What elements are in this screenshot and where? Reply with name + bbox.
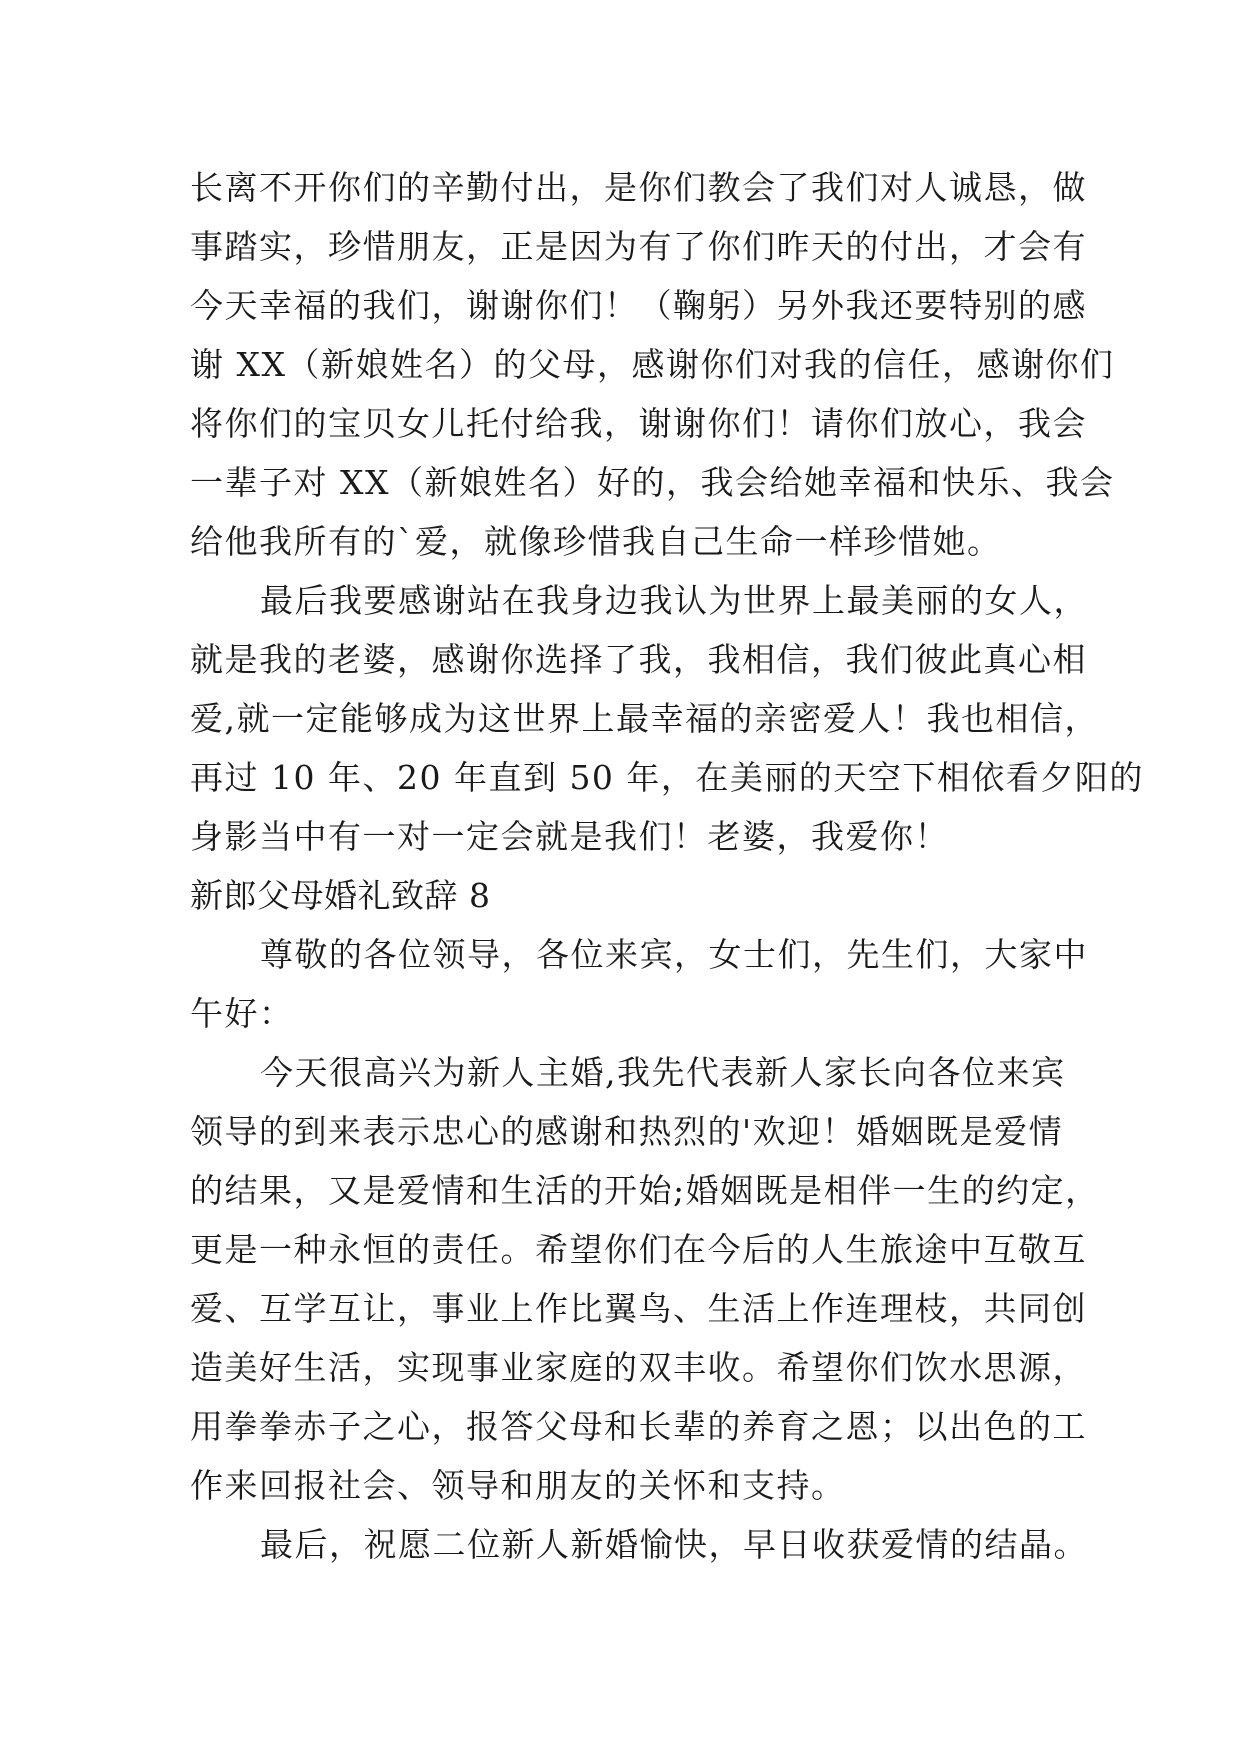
paragraph-1	[190, 158, 1115, 571]
text-line: 更是一种永恒的责任。希望你们在今后的人生旅途中互敬互	[190, 1230, 1087, 1269]
text-line: 尊敬的各位领导，各位来宾，女士们，先生们，大家中	[260, 935, 1088, 974]
text-line: 爱、互学互让，事业上作比翼鸟、生活上作连理枝，共同创	[190, 1289, 1087, 1328]
text-line: 身影当中有一对一定会就是我们！老婆，我爱你！	[190, 817, 949, 856]
text-line: 用拳拳赤子之心，报答父母和长辈的养育之恩；以出色的工	[190, 1407, 1087, 1446]
text-line: 将你们的宝贝女儿托付给我，谢谢你们！请你们放心，我会	[190, 404, 1087, 443]
paragraph-2	[190, 571, 1144, 866]
text-line: 作来回报社会、领导和朋友的关怀和支持。	[190, 1466, 846, 1505]
text-line: 领导的到来表示忠心的感谢和热烈的'欢迎！婚姻既是爱情	[190, 1112, 1064, 1151]
text-line: 的结果，又是爱情和生活的开始;婚姻既是相伴一生的约定，	[190, 1171, 1100, 1210]
text-line: 再过 10 年、20 年直到 50 年，在美丽的天空下相依看夕阳的	[190, 758, 1144, 797]
text-line: 造美好生活，实现事业家庭的双丰收。希望你们饮水思源，	[190, 1348, 1087, 1387]
text-line: 谢 XX（新娘姓名）的父母，感谢你们对我的信任，感谢你们	[190, 345, 1115, 384]
paragraph-3	[190, 925, 1088, 1043]
text-line: 长离不开你们的辛勤付出，是你们教会了我们对人诚恳，做	[190, 168, 1087, 207]
text-line: 给他我所有的`爱，就像珍惜我自己生命一样珍惜她。	[190, 522, 1002, 561]
text-line: 最后我要感谢站在我身边我认为世界上最美丽的女人，	[260, 581, 1088, 620]
text-line: 今天很高兴为新人主婚,我先代表新人家长向各位来宾	[260, 1053, 1066, 1092]
text-line: 就是我的老婆，感谢你选择了我，我相信，我们彼此真心相	[190, 640, 1087, 679]
text-line: 今天幸福的我们，谢谢你们！（鞠躬）另外我还要特别的感	[190, 286, 1087, 325]
text-line: 最后，祝愿二位新人新婚愉快，早日收获爱情的结晶。	[260, 1525, 1088, 1564]
paragraph-4	[190, 1043, 1100, 1515]
document-body	[190, 158, 1144, 1574]
section-heading: 新郎父母婚礼致辞 8	[190, 876, 491, 915]
text-line: 一辈子对 XX（新娘姓名）好的，我会给她幸福和快乐、我会	[190, 463, 1115, 502]
text-line: 爱,就一定能够成为这世界上最幸福的亲密爱人！我也相信，	[190, 699, 1099, 738]
paragraph-5	[190, 1515, 1088, 1574]
text-line: 事踏实，珍惜朋友，正是因为有了你们昨天的付出，才会有	[190, 227, 1087, 266]
text-line: 午好：	[190, 994, 294, 1033]
